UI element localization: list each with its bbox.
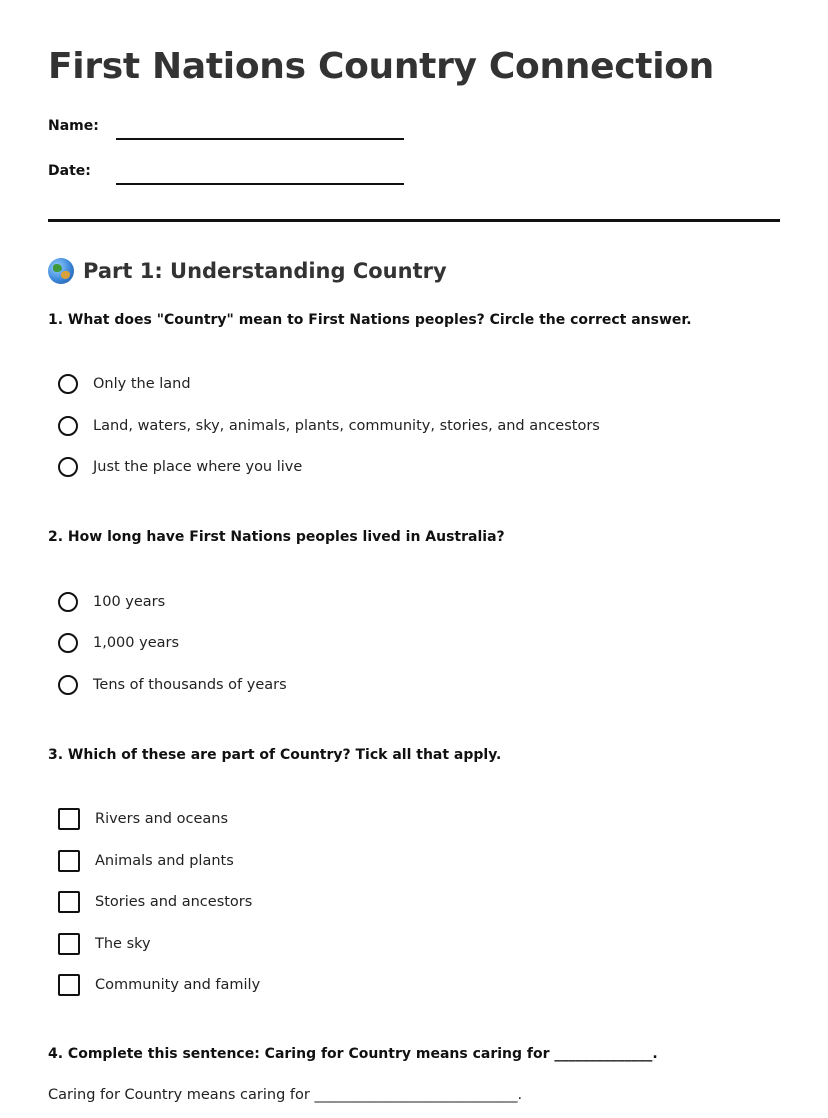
name-label: Name: <box>48 118 99 134</box>
header-divider <box>48 219 780 222</box>
radio-circle-icon[interactable] <box>58 633 78 653</box>
option-label: 1,000 years <box>93 635 180 651</box>
checkbox-icon[interactable] <box>58 933 80 955</box>
option-label: Land, waters, sky, animals, plants, community, stories, and ancestors <box>93 418 600 434</box>
question-2: 2. How long have First Nations peoples lived in Australia? <box>48 529 505 545</box>
date-field[interactable] <box>116 183 404 185</box>
option-label: Tens of thousands of years <box>93 677 287 693</box>
section-heading-part1 <box>48 258 447 284</box>
option-label: Stories and ancestors <box>95 894 253 910</box>
question-1: 1. What does "Country" mean to First Nations peoples? Circle the correct answer. <box>48 312 692 328</box>
radio-circle-icon[interactable] <box>58 374 78 394</box>
option-label: 100 years <box>93 594 166 610</box>
checkbox-icon[interactable] <box>58 850 80 872</box>
checkbox-icon[interactable] <box>58 891 80 913</box>
q1-option-1[interactable] <box>58 374 191 394</box>
globe-asia-australia-icon <box>48 258 74 284</box>
option-label: Community and family <box>95 977 261 993</box>
radio-circle-icon[interactable] <box>58 457 78 477</box>
date-label: Date: <box>48 163 91 179</box>
q3-option-5[interactable] <box>58 974 260 996</box>
q2-option-3[interactable] <box>58 675 287 695</box>
answer-sentence-field[interactable]: Caring for Country means caring for ____________________________. <box>48 1087 523 1103</box>
section-heading-text: Part 1: Understanding Country <box>83 259 447 283</box>
radio-circle-icon[interactable] <box>58 592 78 612</box>
worksheet-title: First Nations Country Connection <box>48 46 714 87</box>
q1-option-3[interactable] <box>58 457 302 477</box>
q2-option-1[interactable] <box>58 592 165 612</box>
q1-option-2[interactable] <box>58 416 600 436</box>
option-label: Animals and plants <box>95 853 234 869</box>
checkbox-icon[interactable] <box>58 974 80 996</box>
option-label: Only the land <box>93 376 191 392</box>
option-label: The sky <box>95 936 151 952</box>
radio-circle-icon[interactable] <box>58 675 78 695</box>
q3-option-1[interactable] <box>58 808 228 830</box>
question-3: 3. Which of these are part of Country? Tick all that apply. <box>48 747 502 763</box>
option-label: Just the place where you live <box>93 459 303 475</box>
radio-circle-icon[interactable] <box>58 416 78 436</box>
question-4: 4. Complete this sentence: Caring for Country means caring for ______________. <box>48 1046 658 1062</box>
q2-option-2[interactable] <box>58 633 179 653</box>
name-field[interactable] <box>116 138 404 140</box>
q3-option-4[interactable] <box>58 933 151 955</box>
q3-option-3[interactable] <box>58 891 252 913</box>
checkbox-icon[interactable] <box>58 808 80 830</box>
option-label: Rivers and oceans <box>95 811 229 827</box>
q3-option-2[interactable] <box>58 850 234 872</box>
